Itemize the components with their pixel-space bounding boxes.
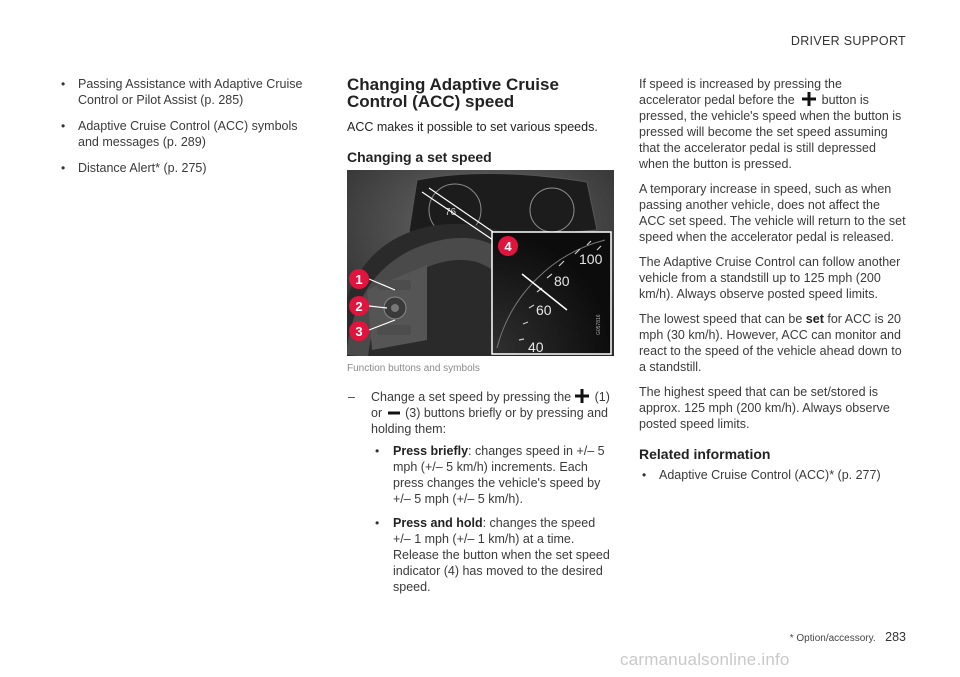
step-text: Change a set speed by pressing the bbox=[371, 390, 572, 404]
right-column bbox=[639, 76, 907, 493]
paragraph-text: for ACC is 20 mph (30 km/h). However, ACC can monitor and react to the speed of the vehicle ahead down to a standstill. bbox=[639, 312, 902, 374]
callout-badge-2 bbox=[349, 296, 369, 316]
paragraph-text: If speed is increased by pressing the accelerator pedal before the bbox=[639, 77, 842, 107]
list-item[interactable]: • Distance Alert* (p. 275) bbox=[58, 160, 316, 176]
paragraph-text: button is pressed, the vehicle's speed when the button is pressed will become the set speed assuming that the accelerator pedal is still depressed when the button is pressed. bbox=[639, 93, 902, 171]
page-header: DRIVER SUPPORT bbox=[790, 34, 906, 48]
svg-text:1: 1 bbox=[355, 272, 363, 287]
step-dash: – bbox=[348, 390, 355, 404]
footnote: * Option/accessory. bbox=[789, 633, 876, 644]
paragraph: The Adaptive Cruise Control can follow another vehicle from a standstill up to 125 mph (200 km/h). Always observe posted speed limits. bbox=[639, 255, 901, 301]
section-title: Changing Adaptive Cruise Control (ACC) speed bbox=[347, 75, 559, 111]
steering-wheel-figure bbox=[347, 170, 614, 356]
gauge-label: 100 bbox=[579, 251, 603, 267]
svg-text:4: 4 bbox=[504, 239, 512, 254]
plus-icon bbox=[802, 92, 816, 106]
step-text: (1) or bbox=[371, 390, 610, 420]
step-options bbox=[371, 443, 615, 595]
svg-text:3: 3 bbox=[355, 324, 363, 339]
step-text: (3) buttons briefly or by pressing and holding them: bbox=[371, 406, 608, 436]
svg-text:2: 2 bbox=[355, 299, 363, 314]
bold-term: set bbox=[805, 312, 824, 326]
related-list bbox=[639, 467, 907, 483]
gauge-label: 40 bbox=[528, 339, 544, 355]
list-item[interactable]: • Adaptive Cruise Control (ACC)* (p. 277) bbox=[639, 467, 907, 483]
paragraph: A temporary increase in speed, such as when passing another vehicle, does not affect the ACC set speed. The vehicle will return to the set speed when the accelerator pedal is released. bbox=[639, 182, 906, 244]
watermark: carmanualsonline.info bbox=[620, 650, 790, 669]
middle-column bbox=[347, 76, 615, 603]
paragraph bbox=[639, 76, 907, 172]
related-heading: Related information bbox=[639, 446, 771, 462]
option-label: Press briefly bbox=[393, 444, 469, 458]
callout-badge-4 bbox=[498, 236, 518, 256]
gauge-label: 60 bbox=[536, 302, 552, 318]
list-item[interactable]: • Passing Assistance with Adaptive Cruise Control or Pilot Assist (p. 285) bbox=[58, 76, 316, 108]
figure-illustration bbox=[347, 170, 614, 356]
subheading: Changing a set speed bbox=[347, 149, 492, 165]
plus-icon bbox=[575, 389, 589, 403]
callout-badge-1 bbox=[349, 269, 369, 289]
callout-badge-3 bbox=[349, 321, 369, 341]
lead-text: ACC makes it possible to set various speeds. bbox=[347, 120, 598, 134]
option-label: Press and hold bbox=[393, 516, 483, 530]
option-text: : changes the speed +/– 1 mph (+/– 1 km/h) at a time. Release the button when the set speed indicator (4) has moved to the desired speed. bbox=[393, 516, 610, 594]
instruction-step bbox=[347, 389, 615, 595]
minus-icon bbox=[388, 407, 400, 419]
figure-caption: Function buttons and symbols bbox=[347, 363, 480, 374]
option-text: : changes speed in +/– 5 mph (+/– 5 km/h) increments. Each press changes the vehicle's speed by +/– 5 mph (+/– 5 km/h). bbox=[393, 444, 605, 506]
cluster-speed-readout: 76 bbox=[445, 207, 457, 218]
left-column bbox=[58, 76, 316, 186]
list-item bbox=[371, 443, 615, 507]
paragraph-text: The lowest speed that can be bbox=[639, 312, 803, 326]
image-code: G057816 bbox=[596, 314, 602, 335]
related-list bbox=[58, 76, 316, 176]
list-item bbox=[371, 515, 615, 595]
gauge-label: 80 bbox=[554, 273, 570, 289]
paragraph bbox=[639, 311, 907, 375]
list-item[interactable]: • Adaptive Cruise Control (ACC) symbols and messages (p. 289) bbox=[58, 118, 316, 150]
page-footer bbox=[790, 630, 906, 644]
page-number: 283 bbox=[885, 630, 906, 644]
paragraph: The highest speed that can be set/stored is approx. 125 mph (200 km/h). Always observe posted speed limits. bbox=[639, 385, 890, 431]
